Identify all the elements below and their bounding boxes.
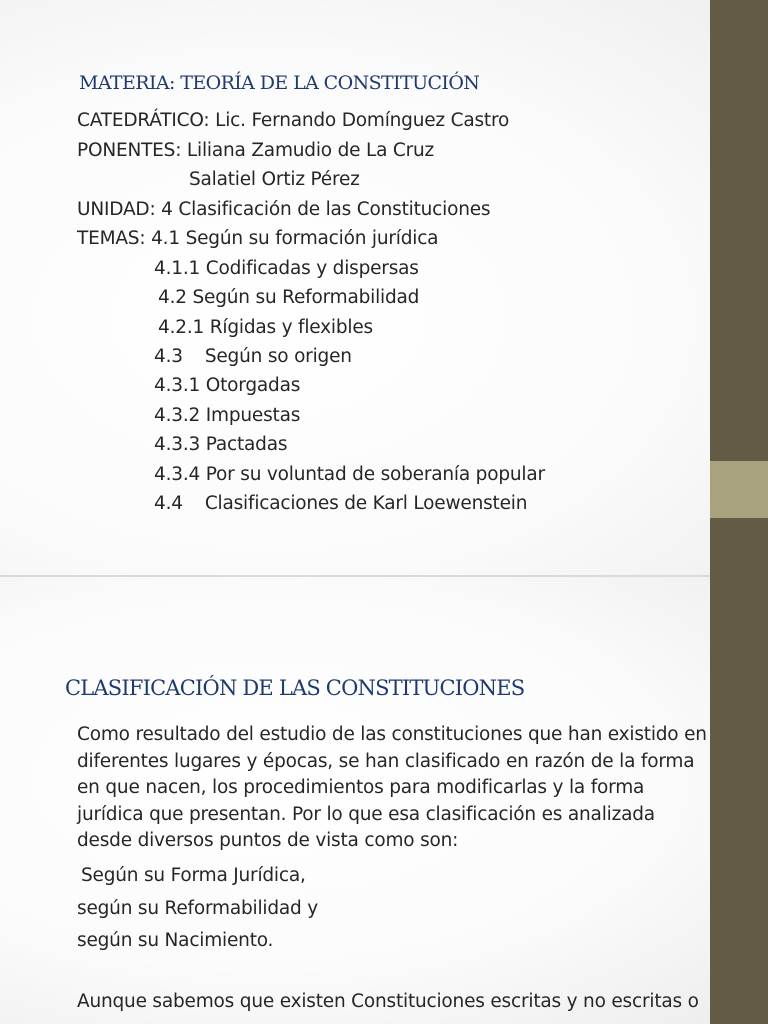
tema-text: Según so origen xyxy=(204,346,352,367)
slide-2-last-line: Aunque sabemos que existen Constituciones escritas y no escritas o xyxy=(77,991,699,1012)
clasificacion-item: según su Reformabilidad y xyxy=(77,898,319,919)
tema-item: 4.1.1 Codificadas y dispersas xyxy=(154,258,419,279)
clasificacion-item: según su Nacimiento. xyxy=(77,930,274,951)
ponentes-line: PONENTES: Liliana Zamudio de La Cruz xyxy=(77,140,435,161)
tema-number: 4.4 xyxy=(154,493,183,514)
catedratico-line: CATEDRÁTICO: Lic. Fernando Domínguez Castro xyxy=(77,110,510,131)
tema-item: 4.3.2 Impuestas xyxy=(154,405,301,426)
tema-item xyxy=(154,346,352,367)
tema-item: 4.3.4 Por su voluntad de soberanía popular xyxy=(154,464,545,485)
tema-item xyxy=(154,493,527,514)
temas-line: TEMAS: 4.1 Según su formación jurídica xyxy=(77,228,439,249)
ponente-2-line: Salatiel Ortiz Pérez xyxy=(189,169,360,190)
tema-item: 4.2.1 Rígidas y flexibles xyxy=(158,317,373,338)
tema-number: 4.3 xyxy=(154,346,183,367)
clasificacion-item: Según su Forma Jurídica, xyxy=(81,865,306,886)
tema-item: 4.2 Según su Reformabilidad xyxy=(158,287,420,308)
slide-2-paragraph: Como resultado del estudio de las constituciones que han existido en diferentes lugares y épocas, se han clasificado en razón de la forma en que nacen, los procedimientos para modificarlas y la forma jurídica que presentan. Por lo que esa clasificación es analizada desde diversos puntos de vista como son: xyxy=(77,724,707,852)
unidad-line: UNIDAD: 4 Clasificación de las Constituciones xyxy=(77,199,491,220)
side-bar-accent xyxy=(710,461,768,518)
tema-text: Clasificaciones de Karl Loewenstein xyxy=(204,493,528,514)
slide-1-title: MATERIA: TEORÍA DE LA CONSTITUCIÓN xyxy=(79,72,480,94)
slide-2-title: CLASIFICACIÓN DE LAS CONSTITUCIONES xyxy=(65,676,525,700)
tema-item: 4.3.1 Otorgadas xyxy=(154,375,301,396)
tema-item: 4.3.3 Pactadas xyxy=(154,434,288,455)
